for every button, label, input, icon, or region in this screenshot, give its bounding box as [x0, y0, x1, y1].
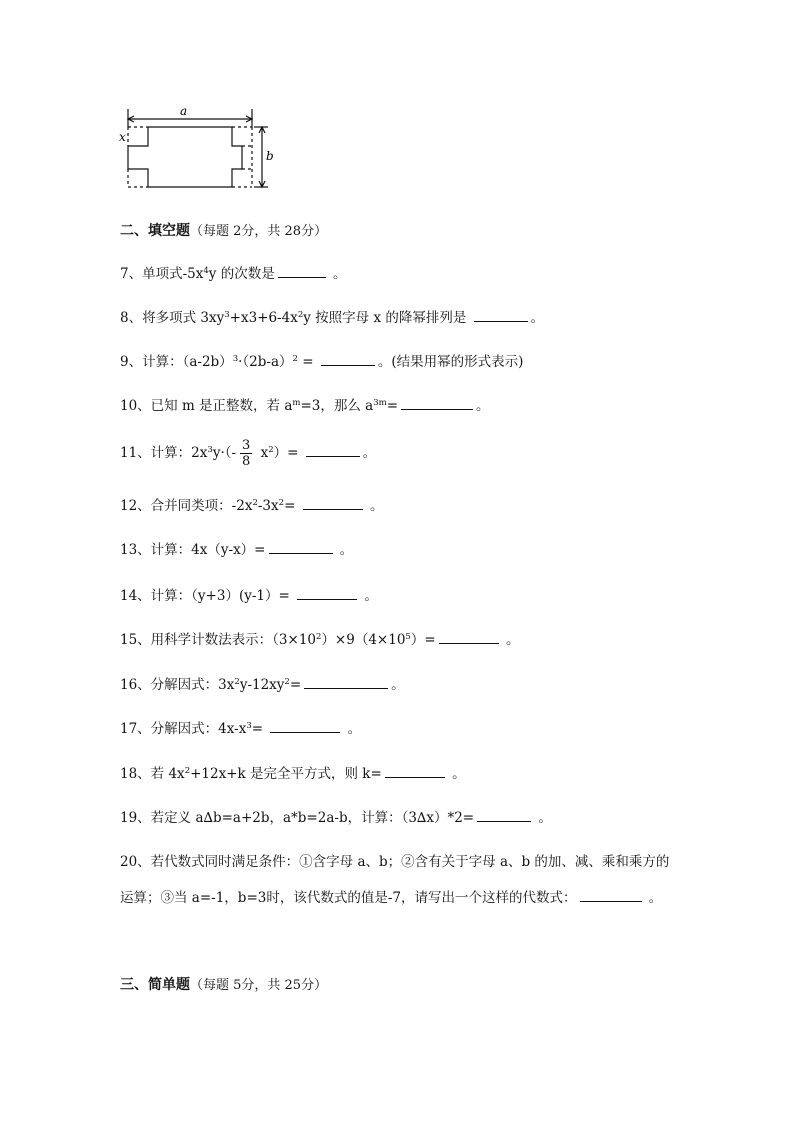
- answer-blank-12[interactable]: [303, 496, 363, 510]
- question-8: 8、将多项式 $3xy^3+x3+6-4x^2y$ 按照字母 x 的降幂排列是 。: [120, 310, 545, 326]
- section-3-heading: [120, 974, 327, 994]
- section-3-title: 三、简单题: [120, 977, 190, 993]
- question-18: 18、若 $4x^2+12x+k$ 是完全平方式，则 k= 。: [120, 766, 466, 782]
- question-7: 7、单项式$-5x^4y$ 的次数是 。: [120, 266, 347, 282]
- question-20: 20、若代数式同时满足条件：①含字母 a、b；②含有关于字母 a、b 的加、减、乘和乘方的 运算；③当 a=-1，b=3时，该代数式的值是-7，请写出一个这样的代数式： 。: [120, 854, 670, 906]
- question-16: 16、分解因式：$3x^2y-12xy^2=$ 。: [120, 677, 405, 693]
- answer-blank-19[interactable]: [477, 808, 531, 822]
- question-12: 12、合并同类项：$-2x^2-3x^2=$ 。: [120, 498, 384, 514]
- fraction-three-eighths: $\frac{3}{8}$: [242, 438, 251, 469]
- question-19: 19、若定义 a∆b=a+2b，a*b=2a-b，计算：（3∆x）*2= 。: [120, 810, 552, 826]
- answer-blank-11[interactable]: [306, 443, 360, 457]
- question-10: 10、已知 m 是正整数，若 $a^m=3$，那么 $a^{3m}=$ 。: [120, 398, 490, 414]
- section-3-note: （每题 5分，共 25分）: [190, 978, 328, 993]
- answer-blank-14[interactable]: [297, 586, 357, 600]
- answer-blank-18[interactable]: [385, 764, 445, 778]
- question-13: 13、计算：4x（y-x）= 。: [120, 542, 354, 558]
- question-14: 14、计算：（y+3）(y-1）= 。: [120, 588, 378, 604]
- answer-blank-10[interactable]: [401, 396, 473, 410]
- question-11: 11、计算：$2x^3y\cdot(-$ $\frac{3}{8}$ $x^2)=$ 。: [120, 438, 377, 469]
- answer-blank-15[interactable]: [439, 630, 499, 644]
- section-2-note: （每题 2分，共 28分）: [190, 224, 328, 239]
- question-17: 17、分解因式：$4x-x^3=$ 。: [120, 721, 362, 737]
- answer-blank-17[interactable]: [270, 719, 340, 733]
- question-9: 9、计算：$(a-2b)^3\cdot(2b-a)^2$ = 。(结果用幂的形式表示): [120, 354, 524, 370]
- section-2-title: 二、填空题: [120, 223, 190, 239]
- answer-blank-20[interactable]: [580, 888, 642, 902]
- section-2-heading: [120, 220, 327, 240]
- answer-blank-16[interactable]: [304, 675, 388, 689]
- answer-blank-9[interactable]: [321, 352, 375, 366]
- figure-label-a: a: [180, 104, 188, 118]
- rectangle-notch-figure: [116, 100, 286, 194]
- question-15: 15、用科学计数法表示：$(3\times 10^2)\times 9(4\times 10^5)=$ 。: [120, 632, 520, 648]
- figure-label-b: b: [266, 149, 274, 163]
- answer-blank-7[interactable]: [278, 264, 326, 278]
- figure-label-x: x: [119, 130, 126, 144]
- answer-blank-8[interactable]: [474, 308, 528, 322]
- answer-blank-13[interactable]: [269, 540, 333, 554]
